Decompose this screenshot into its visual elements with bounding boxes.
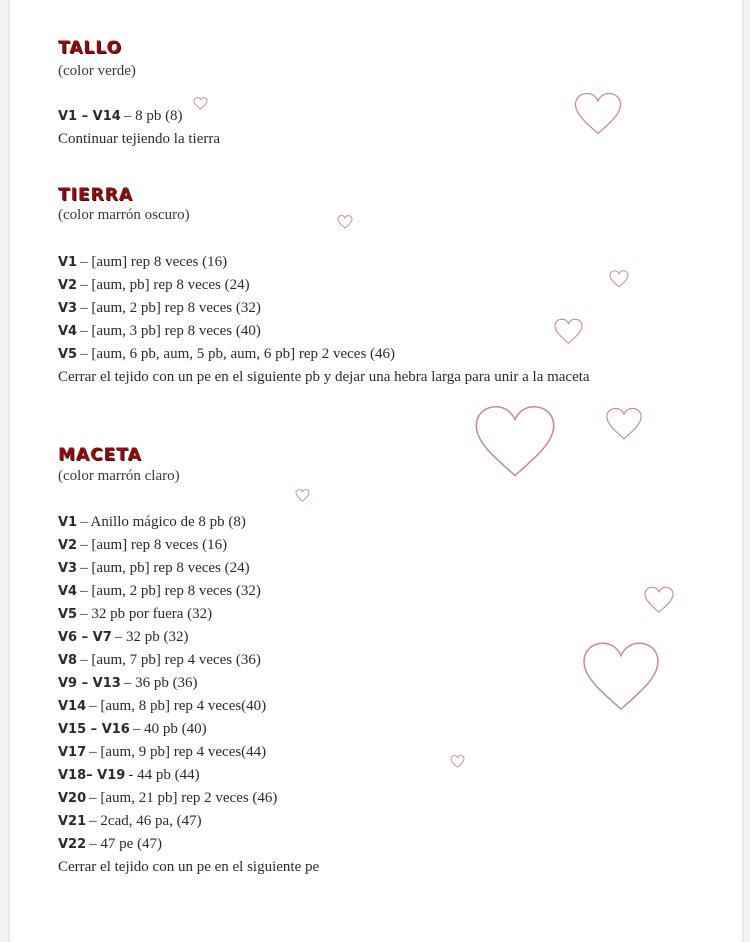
section-subtitle-maceta: (color marrón claro) [58,468,180,484]
row-label: V9 – V13 [58,676,121,691]
pattern-row [58,277,250,294]
heart-outline-icon [193,97,208,110]
heart-outline-icon [607,270,631,288]
pattern-row [58,675,198,692]
heart-outline-icon [450,755,465,768]
row-label: V6 – V7 [58,630,112,645]
row-label: V5 [58,607,78,622]
row-text: – [aum, 9 pb] rep 4 veces(44) [89,744,267,760]
row-text: – 32 pb por fuera (32) [80,606,213,622]
heart-outline-icon [640,586,678,614]
row-label: V18– V19 [58,768,126,783]
pattern-row [58,560,250,577]
row-text: – [aum, 6 pb, aum, 5 pb, aum, 6 pb] rep 2 veces (46) [80,346,396,362]
section-note-tierra: Cerrar el tejido con un pe en el siguiente pb y dejar una hebra larga para unir a la maceta [58,369,590,385]
heart-outline-icon [605,405,643,443]
row-text: – [aum] rep 8 veces (16) [80,254,228,270]
row-text: – 36 pb (36) [123,675,198,691]
row-text: – [aum, pb] rep 8 veces (24) [80,560,250,576]
pattern-row [58,836,162,853]
row-label: V5 [58,347,78,362]
pattern-row [58,606,212,623]
row-label: V8 [58,653,78,668]
row-label: V2 [58,278,78,293]
row-text: - 44 pb (44) [128,767,200,783]
section-title-tierra: TIERRA [58,185,133,205]
pattern-row [58,652,261,669]
heart-outline-icon [337,215,353,229]
pattern-row [58,698,266,715]
row-label: V4 [58,324,78,339]
row-label: V3 [58,301,78,316]
row-text: – 40 pb (40) [132,721,207,737]
row-label: V1 [58,255,78,270]
row-label: V3 [58,561,78,576]
row-text: – [aum, 3 pb] rep 8 veces (40) [80,323,261,339]
section-title-tallo: TALLO [58,38,122,58]
row-text: – [aum, 2 pb] rep 8 veces (32) [80,300,261,316]
row-text: – [aum, 8 pb] rep 4 veces(40) [89,698,267,714]
row-label: V1 – V14 [58,109,121,124]
row-label: V17 [58,745,87,760]
document-page [10,0,742,942]
row-text: – Anillo mágico de 8 pb (8) [80,514,246,530]
pattern-row [58,300,261,317]
heart-outline-icon [573,90,623,138]
row-label: V1 [58,515,78,530]
row-label: V4 [58,584,78,599]
row-text: – 8 pb (8) [123,108,183,124]
row-text: – 47 pe (47) [89,836,163,852]
row-text: – [aum, 21 pb] rep 2 veces (46) [89,790,278,806]
section-note-maceta: Cerrar el tejido con un pe en el siguiente pe [58,859,320,875]
heart-outline-icon [295,489,310,502]
pattern-row [58,767,200,784]
row-label: V14 [58,699,87,714]
heart-outline-icon [472,403,558,481]
row-text: – 32 pb (32) [114,629,189,645]
section-note-tallo: Continuar tejiendo la tierra [58,131,221,147]
pattern-row [58,744,266,761]
section-title-maceta: MACETA [58,445,142,465]
pattern-row [58,721,207,738]
heart-outline-icon [575,640,667,714]
row-label: V21 [58,814,87,829]
pattern-row [58,629,189,646]
pattern-row [58,346,395,363]
pattern-row [58,537,227,554]
section-subtitle-tallo: (color verde) [58,63,136,79]
pattern-row [58,514,246,531]
row-label: V22 [58,837,87,852]
row-text: – [aum, pb] rep 8 veces (24) [80,277,250,293]
pattern-row [58,323,261,340]
row-label: V15 – V16 [58,722,130,737]
row-text: – [aum] rep 8 veces (16) [80,537,228,553]
pattern-row [58,790,277,807]
row-label: V2 [58,538,78,553]
row-label: V20 [58,791,87,806]
section-subtitle-tierra: (color marrón oscuro) [58,207,190,223]
pattern-row [58,254,227,271]
heart-outline-icon [551,318,586,345]
row-text: – [aum, 7 pb] rep 4 veces (36) [80,652,261,668]
pattern-row [58,108,183,125]
row-text: – [aum, 2 pb] rep 8 veces (32) [80,583,261,599]
row-text: – 2cad, 46 pa, (47) [89,813,202,829]
pattern-row [58,813,202,830]
pattern-row [58,583,261,600]
